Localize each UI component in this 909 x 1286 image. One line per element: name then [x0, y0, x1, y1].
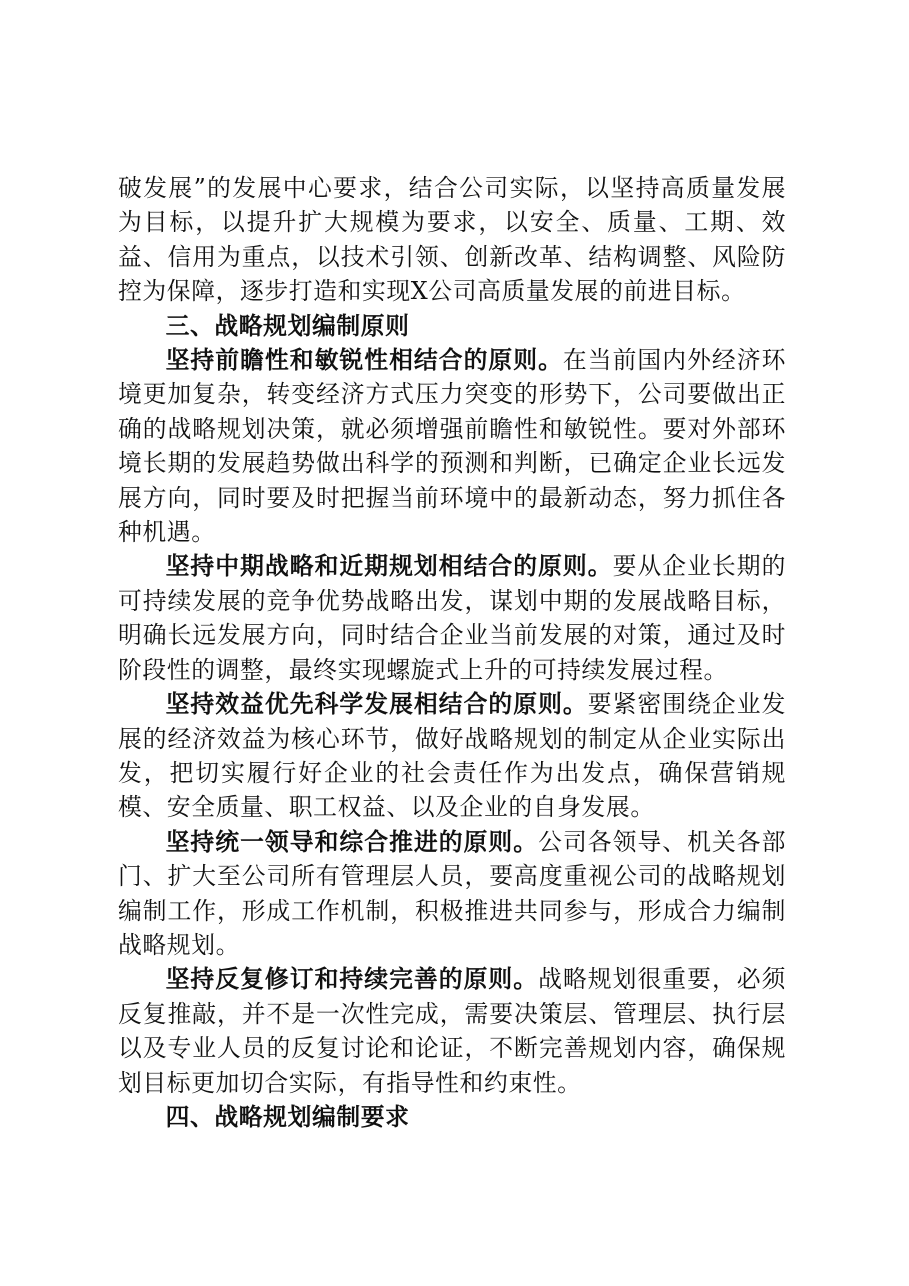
- principle-lead-4: 坚持统一领导和综合推进的原则。: [165, 827, 539, 856]
- principle-body-2: 要从企业长期的可持续发展的竞争优势战略出发，谋划中期的发展战略目标，明确长远发展方向，同时结合企业当前发展的对策，通过及时阶段性的调整，最终实现螺旋式上升的可持续发展过程。: [118, 552, 786, 684]
- principle-paragraph-1: [118, 343, 786, 549]
- intro-paragraph: 破发展”的发展中心要求，结合公司实际，以坚持高质量发展为目标，以提升扩大规模为要求，以安全、质量、工期、效益、信用为重点，以技术引领、创新改革、结构调整、风险防控为保障，逐步打造和实现X公司高质量发展的前进目标。: [118, 174, 786, 306]
- principle-body-3: 要紧密围绕企业发展的经济效益为核心环节，做好战略规划的制定从企业实际出发，把切实履行好企业的社会责任作为出发点，确保营销规模、安全质量、职工权益、以及企业的自身发展。: [118, 690, 786, 822]
- principle-lead-1: 坚持前瞻性和敏锐性相结合的原则。: [165, 346, 563, 375]
- principle-body-1: 在当前国内外经济环境更加复杂，转变经济方式压力突变的形势下，公司要做出正确的战略规划决策，就必须增强前瞻性和敏锐性。要对外部环境长期的发展趋势做出科学的预测和判断，已确定企业长远发展方向，同时要及时把握当前环境中的最新动态，努力抓住各种机遇。: [118, 346, 786, 547]
- document-page: [118, 171, 786, 1134]
- principle-lead-5: 坚持反复修订和持续完善的原则。: [165, 965, 539, 994]
- principle-body-4: 公司各领导、机关各部门、扩大至公司所有管理层人员，要高度重视公司的战略规划编制工作，形成工作机制，积极推进共同参与，形成合力编制战略规划。: [118, 827, 787, 959]
- principle-paragraph-5: [118, 962, 786, 1100]
- principle-paragraph-3: [118, 687, 786, 825]
- section-four-heading: 四、战略规划编制要求: [165, 1102, 410, 1131]
- principle-lead-2: 坚持中期战略和近期规划相结合的原则。: [165, 552, 613, 581]
- principle-paragraph-4: [118, 825, 786, 963]
- principle-body-5: 战略规划很重要，必须反复推敲，并不是一次性完成，需要决策层、管理层、执行层以及专业人员的反复讨论和论证，不断完善规划内容，确保规划目标更加切合实际，有指导性和约束性。: [118, 965, 787, 1097]
- section-three-heading: 三、战略规划编制原则: [165, 311, 410, 340]
- principle-paragraph-2: [118, 549, 786, 687]
- principle-lead-3: 坚持效益优先科学发展相结合的原则。: [165, 690, 588, 719]
